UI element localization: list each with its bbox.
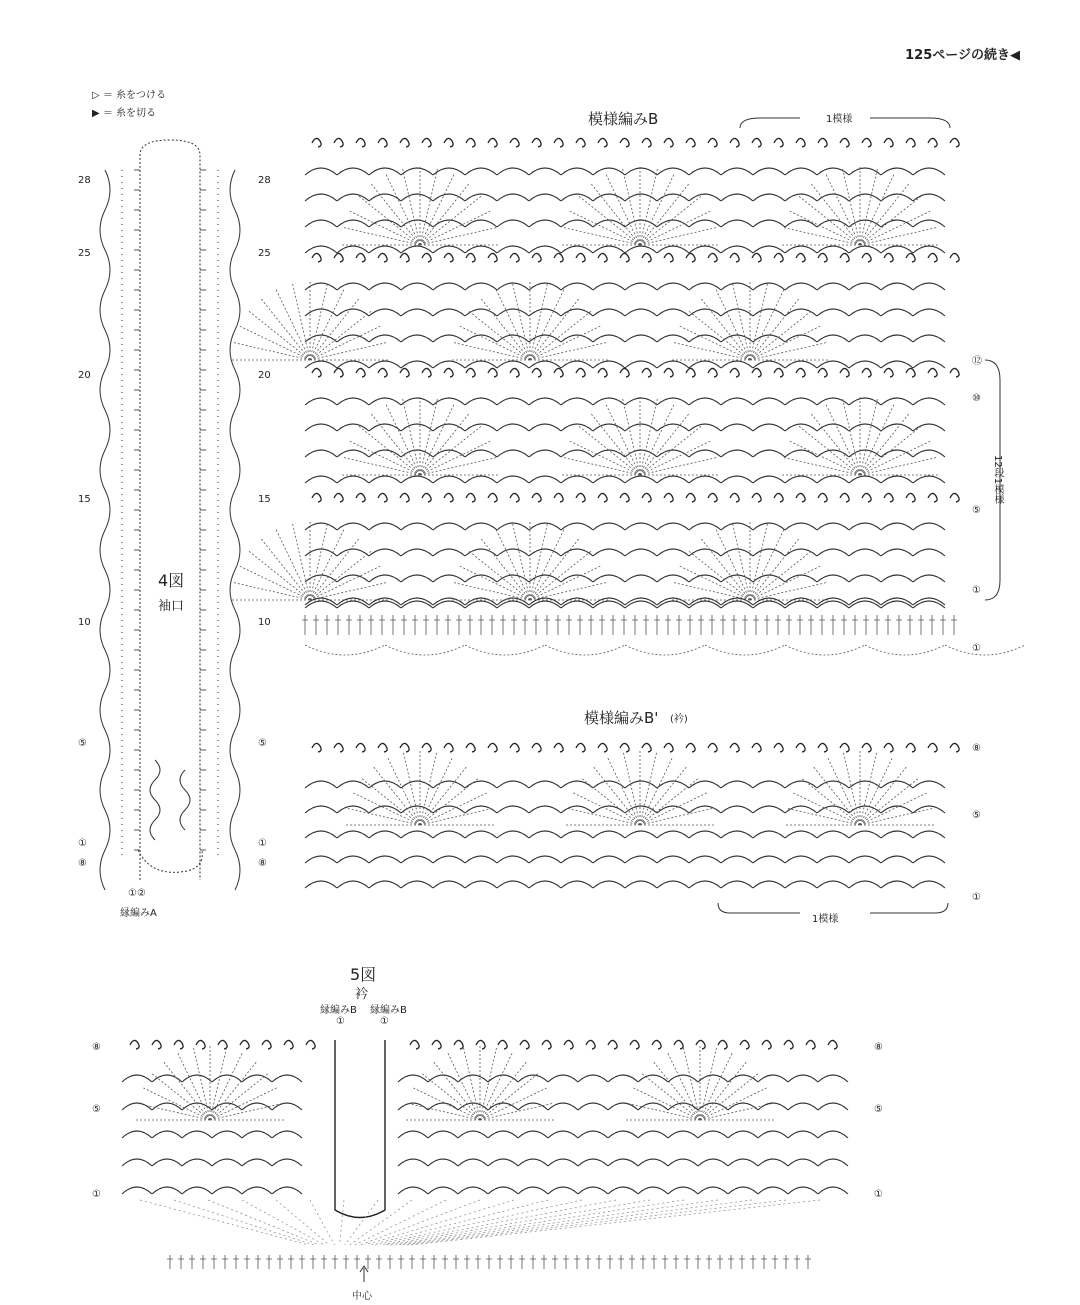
f4-row-right: 20: [258, 370, 271, 381]
f4-row-left: ①: [78, 838, 87, 849]
f4-row-right: 25: [258, 248, 271, 259]
pattern-b-row: ①: [972, 643, 981, 654]
pattern-b-row: ⑫: [972, 356, 982, 367]
fan: [405, 1045, 555, 1120]
f4-row-right: ⑧: [258, 858, 267, 869]
figure-5-edge-right: 縁編みB: [370, 1005, 407, 1016]
pattern-b-row: ①: [972, 585, 981, 596]
guide-lines: [140, 1200, 820, 1245]
pattern-b-row: ⑤: [972, 505, 981, 516]
f4-row-left: ⑤: [78, 738, 87, 749]
figure-5-edge-row-left: ①: [336, 1016, 345, 1027]
f4-row-left: 15: [78, 494, 91, 505]
figure-4-title: 4図: [158, 571, 185, 590]
pattern-b-prime-repeat: 1模様: [812, 914, 839, 925]
legend-attach-yarn: ▷ ＝ 糸をつける: [92, 90, 167, 101]
picot-row: [410, 1040, 837, 1049]
arch-row: [398, 1103, 848, 1110]
page-reference: 125ページの続き◀: [905, 48, 1020, 63]
figure-5-edge-left: 縁編みB: [320, 1005, 357, 1016]
pattern-b-title: 模様編みB: [588, 110, 659, 128]
f4-row-left: 25: [78, 248, 91, 259]
figure-5-subtitle: 衿: [355, 987, 369, 1002]
arch-row: [398, 1075, 848, 1082]
arch-row: [122, 1103, 302, 1110]
pattern-b-prime-row: ⑧: [972, 743, 981, 754]
pattern-b-repeat-rows: 12段1模様: [992, 455, 1003, 505]
figure-5-edge-row-right: ①: [380, 1016, 389, 1027]
pattern-b-prime-title: 模様編みB': [584, 709, 659, 727]
center-arrow: [360, 1266, 368, 1282]
f4-row-left: 28: [78, 175, 91, 186]
arch-row: [122, 1159, 302, 1166]
f4-row-left: ⑧: [78, 858, 87, 869]
f5-row-left: ①: [92, 1189, 101, 1200]
base-stitches: [167, 1255, 811, 1269]
figure-5-center: 中心: [352, 1291, 372, 1302]
f4-row-right: 15: [258, 494, 271, 505]
f4-edge-rows: ①②: [128, 888, 146, 899]
arch-row: [122, 1075, 302, 1082]
f5-row-left: ⑤: [92, 1104, 101, 1115]
f4-row-left: 20: [78, 370, 91, 381]
pattern-b-prime-row: ⑤: [972, 810, 981, 821]
figure-5-title: 5図: [350, 965, 377, 984]
arch-row: [398, 1159, 848, 1166]
f4-row-right: ①: [258, 838, 267, 849]
f4-row-right: 10: [258, 617, 271, 628]
f5-row-left: ⑧: [92, 1042, 101, 1053]
legend-cut-yarn: ▶ ＝ 糸を切る: [92, 108, 157, 119]
arch-row: [122, 1187, 302, 1194]
arch-row: [122, 1131, 302, 1138]
f5-row-right: ⑧: [874, 1042, 883, 1053]
f5-row-right: ①: [874, 1189, 883, 1200]
arch-row: [398, 1131, 848, 1138]
pattern-b-prime-note: (衿): [670, 714, 688, 725]
f5-row-right: ⑤: [874, 1104, 883, 1115]
neck-edge: [335, 1040, 385, 1218]
f4-row-right: 28: [258, 175, 271, 186]
picot-row: [130, 1040, 315, 1049]
figure-4-subtitle: 袖口: [158, 599, 185, 614]
pattern-b-row: ⑩: [972, 393, 981, 404]
pattern-b-repeat: 1模様: [826, 114, 853, 125]
arch-row: [398, 1187, 848, 1194]
f4-row-right: ⑤: [258, 738, 267, 749]
pattern-b-prime-row: ①: [972, 892, 981, 903]
f4-row-left: 10: [78, 617, 91, 628]
f4-edge-label: 縁編みA: [120, 908, 157, 919]
